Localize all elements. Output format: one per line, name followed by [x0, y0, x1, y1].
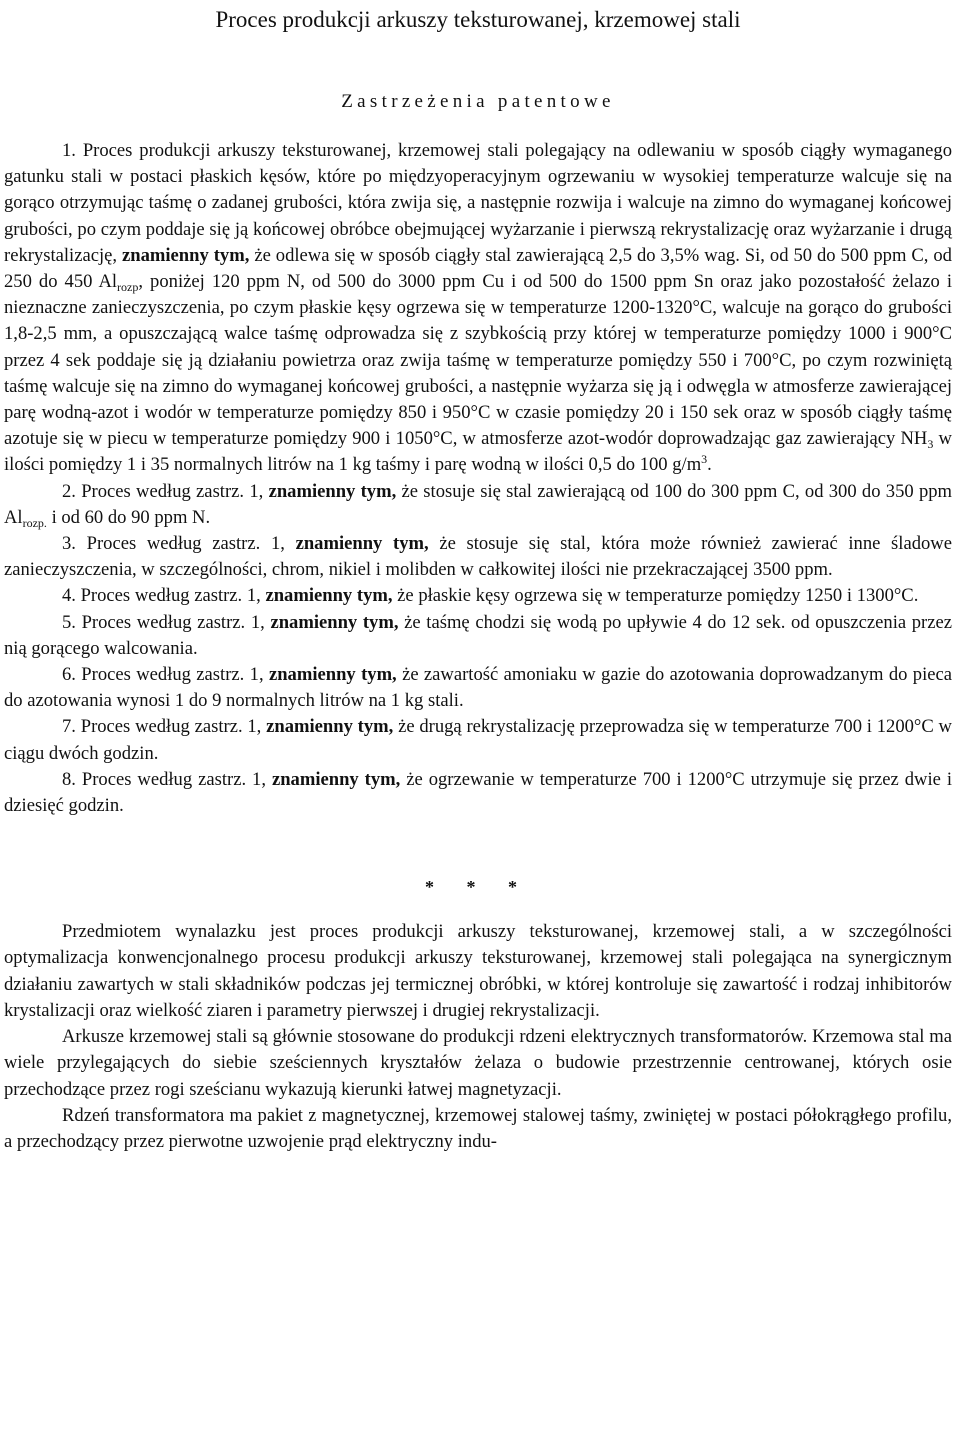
- claim-5: [4, 610, 952, 662]
- claim-1: [4, 138, 952, 479]
- claim-1-text-c: że odlewa się w sposób ciągły stal zawierającą 2,5 do 3,5% wag. Si, od 50 do 500 ppm C, od 250 do 450 Al: [4, 244, 952, 293]
- claim-2: [4, 479, 952, 531]
- section-heading: Zastrzeżenia patentowe: [341, 91, 615, 112]
- claim-3-text-a: 3. Proces według zastrz. 1,: [62, 533, 285, 555]
- description-paragraph-1: Przedmiotem wynalazku jest proces produkcji arkuszy teksturowanej, krzemowej stali, a w szczególności optymalizacja konwencjonalnego procesu produkcji arkuszy teksturowanej, krzemowej stali polegająca na synergicznym działaniu zawartych w stali składników podczas jej termicznej obróbki, w której kontroluje się zawartość i rodzaj inhibitorów krystalizacji oraz wielkość ziaren i parametry pierwszej i drugiej rekrystalizacji.: [4, 921, 952, 1021]
- claim-5-text-a: 5. Proces według zastrz. 1,: [62, 611, 265, 633]
- claim-8-keyword: znamienny tym,: [271, 768, 401, 790]
- claim-7-text-c: że drugą rekrystalizację przeprowadza się w temperaturze 700 i 1200°C w ciągu dwóch godzin.: [4, 716, 952, 764]
- description-paragraph-2: Arkusze krzemowej stali są głównie stosowane do produkcji rdzeni elektrycznych transformatorów. Krzemowa stal ma wiele przylegających do siebie sześciennych kryształów żelaza o budowie przestrzennie centrowanej, których osie przechodzące przez rogi sześcianu wykazują kierunki łatwej magnetyzacji.: [4, 1026, 952, 1100]
- claim-4-text-a: 4. Proces według zastrz. 1,: [62, 585, 261, 607]
- claim-3-keyword: znamienny tym,: [295, 533, 429, 555]
- claims-list: [4, 138, 952, 819]
- claim-7-keyword: znamienny tym,: [266, 716, 394, 738]
- claim-1-superscript-3: 3: [701, 452, 708, 467]
- claim-1-text-d: , poniżej 120 ppm N, od 500 do 3000 ppm Cu i od 500 do 1500 ppm Sn oraz jako pozostałość żelazo i nieznaczne zanieczyszczenia, po czym płaskie kęsy ogrzewa się w temperaturze 1200-1320°C, walcuje na gorąco do grubości 1,8-2,5 mm, a opuszczającą walce taśmę odprowadza się z szybkością przy której w temperaturze pomiędzy 1000 i 900°C przez 4 sek poddaje się ją działaniu powietrza oraz zwija taśmę w temperaturze pomiędzy 550 i 700°C, po czym rozwiniętą taśmę walcuje się na zimno do wymaganej końcowej grubości, a następnie wyżarza się ją i odwęgla w atmosferze zawierającej parę wodną-azot i wodór w temperaturze pomiędzy 850 i 950°C w czasie pomiędzy 20 i 150 sek oraz w sposób ciągły taśmę azotuje się w piecu w temperaturze pomiędzy 900 i 1050°C, w atmosferze azot-wodór doprowadzając gaz zawierający NH: [4, 271, 952, 450]
- claim-6-text-a: 6. Proces według zastrz. 1,: [62, 664, 264, 686]
- claim-2-text-d: i od 60 do 90 ppm N.: [46, 506, 211, 528]
- claim-3-text-c: że stosuje się stal, która może również zawierać inne śladowe zanieczyszczenia, w szczególności, chrom, nikiel i molibden w całkowitej ilości nie przekraczającej 3500 ppm.: [4, 533, 952, 581]
- claim-1-subscript-3: 3: [927, 437, 934, 452]
- claim-4: [4, 583, 952, 609]
- claim-4-text-c: że płaskie kęsy ogrzewa się w temperaturze pomiędzy 1250 i 1300°C.: [397, 585, 919, 607]
- description-section: [4, 919, 952, 1155]
- claim-8-text-a: 8. Proces według zastrz. 1,: [62, 768, 266, 790]
- claim-1-text-f: .: [707, 454, 712, 476]
- description-paragraph-3: Rdzeń transformatora ma pakiet z magnetycznej, krzemowej stalowej taśmy, zwiniętej w postaci półokrągłego profilu, a przechodzący przez pierwotne uzwojenie prąd elektryczny indu-: [4, 1104, 952, 1152]
- claim-2-text-a: 2. Proces według zastrz. 1,: [62, 480, 264, 502]
- claim-1-subscript-rozp: rozp: [117, 280, 139, 295]
- claim-8-text-c: że ogrzewanie w temperaturze 700 i 1200°C utrzymuje się przez dwie i dziesięć godzin.: [4, 768, 952, 817]
- claim-5-text-c: że taśmę chodzi się wodą po upływie 4 do 12 sek. od opuszczenia przez nią gorącego walcowania.: [4, 611, 953, 659]
- claim-3: [4, 531, 952, 583]
- claim-1-text-a: 1. Proces produkcji arkuszy teksturowanej, krzemowej stali polegający na odlewaniu w sposób ciągły wymaganego gatunku stali w postaci płaskich kęsów, które po międzyoperacyjnym ogrzewaniu w wysokiej temperaturze walcuje się na gorąco otrzymując taśmę o zadanej grubości, która zwija się, a następnie rozwija i walcuje na zimno do wymaganej końcowej grubości, po czym poddaje się ją końcowej obróbce obejmującej wyżarzanie i pierwszą rekrystalizację oraz wyżarzanie i drugą rekrystalizację,: [4, 140, 952, 266]
- claim-2-text-c: że stosuje się stal zawierającą od 100 do 300 ppm C, od 300 do 350 ppm Al: [4, 480, 952, 528]
- claim-6-text-c: że zawartość amoniaku w gazie do azotowania doprowadzanym do pieca do azotowania wynosi 1 do 9 normalnych litrów na 1 kg stali.: [4, 664, 953, 712]
- claim-2-keyword: znamienny tym,: [268, 480, 397, 502]
- document-title: Proces produkcji arkuszy teksturowanej, krzemowej stali: [215, 7, 741, 32]
- claim-2-subscript-rozp: rozp.: [22, 515, 47, 530]
- document-page: [4, 0, 952, 1155]
- claim-7: [4, 714, 952, 766]
- claim-1-text-e: w ilości pomiędzy 1 i 35 normalnych litrów na 1 kg taśmy i parę wodną w ilości 0,5 do 100 g/m: [4, 428, 952, 476]
- section-separator: * * *: [425, 877, 531, 898]
- claim-7-text-a: 7. Proces według zastrz. 1,: [62, 716, 262, 738]
- claim-4-keyword: znamienny tym,: [265, 585, 393, 607]
- claim-6: [4, 662, 952, 714]
- claim-5-keyword: znamienny tym,: [270, 611, 399, 633]
- claim-6-keyword: znamienny tym,: [268, 664, 397, 686]
- claim-8: [4, 767, 952, 819]
- claim-1-keyword: znamienny tym,: [122, 244, 250, 266]
